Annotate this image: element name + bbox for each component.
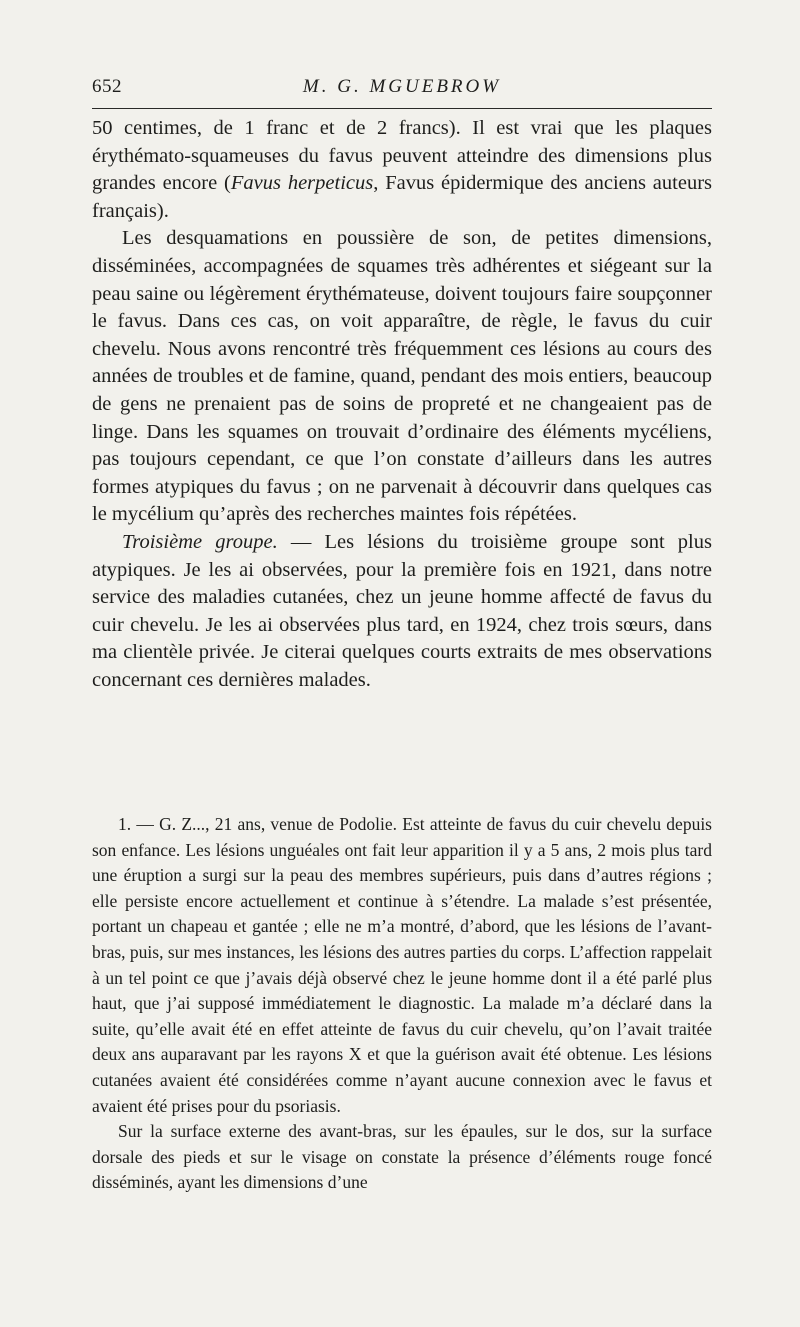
paragraph-text: — Les lésions du troisième groupe sont plus atypiques. Je les ai observées, pour la première fois en 1921, dans notre service des maladies cutanées, chez un jeune homme affecté de favus du cuir chevelu. Je les ai observées plus tard, en 1924, chez trois sœurs, dans ma clientèle privée. Je citerai quelques courts extraits de mes observations concernant ces dernières malades. — [92, 530, 712, 691]
running-head: M. G. MGUEBROW — [302, 76, 502, 97]
paragraph-text-end: , Favus épidermique des anciens auteurs français). — [92, 172, 713, 222]
paragraph-third-group — [92, 529, 712, 695]
page-header — [92, 72, 712, 102]
paragraph-desquamations: Les desquamations en poussière de son, de petites dimensions, disséminées, accompagnées de squames très adhérentes et siégeant sur la peau saine ou légèrement érythémateuse, doivent toujours faire soupçonner le favus. Dans ces cas, on voit apparaître, de règle, le favus du cuir chevelu. Nous avons rencontré très fréquemment ces lésions au cours des années de troubles et de famine, quand, pendant des mois entiers, beaucoup de gens ne prenaient pas de soins de propreté et ne changeaient pas de linge. Dans les squames on trouvait d’ordinaire des éléments mycéliens, pas toujours cependant, ce que l’on constate d’ailleurs dans les autres formes atypiques du favus ; on ne parvenait à découvrir dans quelques cas le mycélium qu’après des recherches maintes fois répétées. — [92, 227, 712, 526]
page — [92, 72, 713, 1193]
observation-text — [92, 812, 712, 1196]
observation-paragraph-1: 1. — G. Z..., 21 ans, venue de Podolie. Est atteinte de favus du cuir chevelu depuis son enfance. Les lésions unguéales ont fait leur apparition il y a 5 ans, 2 mois plus tard une éruption a surgi sur la peau des membres supérieurs, puis dans d’autres régions ; elle persiste encore actuellement et continue à s’étendre. La malade s’est présentée, portant un chapeau et gantée ; elle ne m’a montré, d’abord, que les lésions de l’avant-bras, puis, sur mes instances, les lésions des autres parties du corps. L’affection rappelait à un tel point ce que j’avais déjà observé chez le jeune homme dont il a été parlé plus haut, que j’ai supposé immédiatement le diagnostic. La malade m’a déclaré dans la suite, qu’elle avait été en effet atteinte de favus du cuir chevelu, qu’on l’avait traitée deux ans auparavant par les rayons X et que la guérison avait été obtenue. Les lésions cutanées avaient été considérées comme n’ayant aucune connexion avec le favus et avaient été prises pour du psoriasis. — [92, 814, 712, 1116]
header-rule — [92, 108, 712, 109]
paragraph-continuation — [92, 115, 712, 225]
section-heading-italic: Troisième groupe. — [122, 530, 278, 553]
paragraph-text: 50 centimes, de 1 franc et de 2 francs). Il est vrai que les plaques érythémato-squameuses du favus peuvent atteindre des dimensions plus grandes encore ( — [92, 117, 712, 195]
observation-paragraph-2: Sur la surface externe des avant-bras, sur les épaules, sur le dos, sur la surface dorsale des pieds et sur le visage on constate la présence d’éléments rouge foncé disséminés, ayant les dimensions d’une — [92, 1121, 712, 1193]
page-number: 652 — [92, 76, 122, 97]
body-text — [92, 115, 712, 694]
italic-term: Favus herpeticus — [230, 172, 374, 195]
